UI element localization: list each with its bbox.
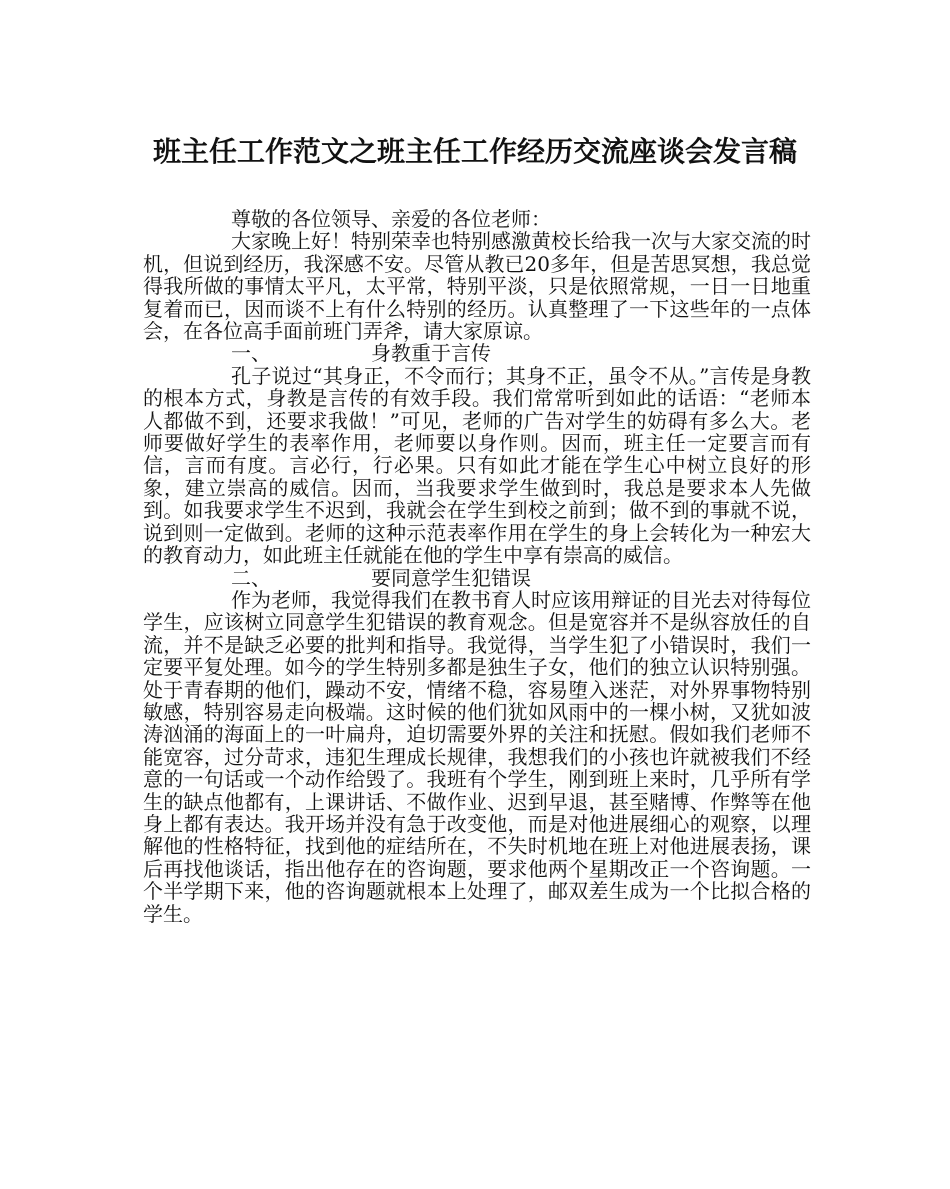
section-heading-1: [143, 342, 811, 364]
intro-paragraph: 大家晚上好！特别荣幸也特别感激黄校长给我一次与大家交流的时机，但说到经历，我深感不安。尽管从教已20多年，但是苦思冥想，我总觉得我所做的事情太平凡，太平常，特别平淡，只是依照常规，一日一日地重复着而已，因而谈不上有什么特别的经历。认真整理了一下这些年的一点体会，在各位高手面前班门弄斧，请大家原谅。: [143, 229, 811, 344]
section-heading-2: [143, 567, 811, 589]
section-paragraph-2: 作为老师，我觉得我们在教书育人时应该用辩证的目光去对待每位学生，应该树立同意学生犯错误的教育观念。但是宽容并不是纵容放任的自流，并不是缺乏必要的批判和指导。我觉得，当学生犯了小错误时，我们一定要平复处理。如今的学生特别多都是独生子女，他们的独立认识特别强。处于青春期的他们，躁动不安，情绪不稳，容易堕入迷茫，对外界事物特别敏感，特别容易走向极端。这时候的他们犹如风雨中的一棵小树，又犹如波涛汹涌的海面上的一叶扁舟，迫切需要外界的关注和抚慰。假如我们老师不能宽容，过分苛求，违犯生理成长规律，我想我们的小孩也许就被我们不经意的一句话或一个动作给毁了。我班有个学生，刚到班上来时，几乎所有学生的缺点他都有，上课讲话、不做作业、迟到早退，甚至赌博、作弊等在他身上都有表达。我开场并没有急于改变他，而是对他进展细心的观察，以理解他的性格特征，找到他的症结所在，不失时机地在班上对他进展表扬，课后再找他谈话，指出他存在的咨询题，要求他两个星期改正一个咨询题。一个半学期下来，他的咨询题就根本上处理了，邮双差生成为一个比拟合格的学生。: [143, 587, 811, 926]
section-number-1: 一、: [231, 341, 271, 366]
document-title: 班主任工作范文之班主任工作经历交流座谈会发言稿: [152, 135, 797, 168]
document-body: [143, 208, 811, 925]
section-title-1: 身教重于言传: [371, 341, 491, 366]
salutation: 尊敬的各位领导、亲爱的各位老师：: [231, 207, 551, 231]
section-title-2: 要同意学生犯错误: [371, 565, 531, 590]
section-paragraph-1: 孔子说过“其身正，不令而行；其身不正，虽令不从。”言传是身教的根本方式，身教是言传的有效手段。我们常常听到如此的话语：“老师本人都做不到，还要求我做！”可见，老师的广告对学生的妨碍有多么大。老师要做好学生的表率作用，老师要以身作则。因而，班主任一定要言而有信，言而有度。言必行，行必果。只有如此才能在学生心中树立良好的形象，建立崇高的威信。因而，当我要求学生做到时，我总是要求本人先做到。如我要求学生不迟到，我就会在学生到校之前到；做不到的事就不说，说到则一定做到。老师的这种示范表率作用在学生的身上会转化为一种宏大的教育动力，如此班主任就能在他的学生中享有崇高的威信。: [143, 363, 811, 568]
section-number-2: 二、: [231, 565, 271, 590]
